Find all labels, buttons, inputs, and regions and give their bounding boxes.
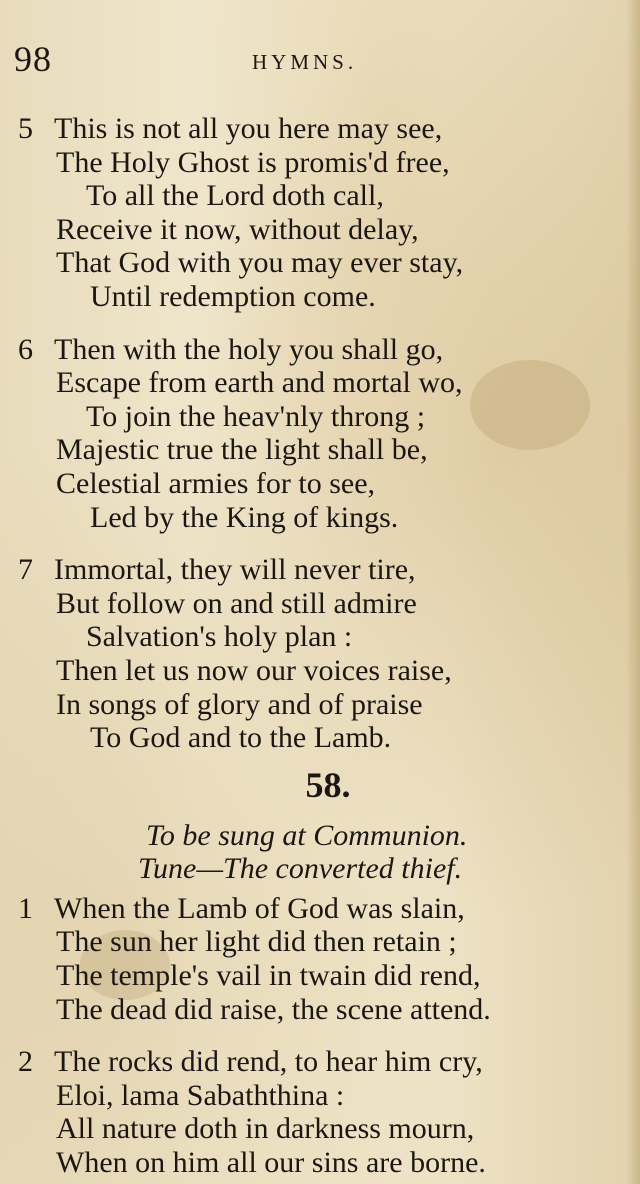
page-edge-shadow bbox=[626, 0, 640, 1184]
verse-line: Then let us now our voices raise, bbox=[56, 653, 452, 687]
verse-line: Eloi, lama Sabaththina : bbox=[56, 1078, 345, 1112]
hymn-tune: Tune—The converted thief. bbox=[138, 852, 463, 886]
verse-number: 1 bbox=[18, 891, 33, 925]
verse-line: The temple's vail in twain did rend, bbox=[56, 959, 481, 993]
verse-line: The sun her light did then retain ; bbox=[56, 925, 457, 959]
verse-line: To join the heav'nly throng ; bbox=[86, 399, 426, 433]
verse-line: All nature doth in darkness mourn, bbox=[56, 1112, 475, 1146]
verse-line: Then with the holy you shall go, bbox=[54, 332, 444, 366]
verse-2 bbox=[18, 1045, 618, 1179]
verse-number: 2 bbox=[18, 1045, 33, 1079]
verse-line: In songs of glory and of praise bbox=[56, 687, 423, 721]
verse-line: But follow on and still admire bbox=[56, 586, 417, 620]
verse-5 bbox=[18, 112, 618, 314]
verse-line: Receive it now, without delay, bbox=[56, 212, 419, 246]
hymn-occasion: To be sung at Communion. bbox=[146, 818, 468, 852]
verse-line: Majestic true the light shall be, bbox=[56, 433, 428, 467]
verse-line: Escape from earth and mortal wo, bbox=[56, 366, 463, 400]
verse-1 bbox=[18, 892, 618, 1026]
verse-number: 5 bbox=[18, 112, 33, 145]
verse-line: Immortal, they will never tire, bbox=[54, 553, 416, 587]
page-number: 98 bbox=[14, 39, 52, 79]
verse-line: That God with you may ever stay, bbox=[56, 246, 464, 280]
verse-line: To all the Lord doth call, bbox=[86, 179, 384, 213]
verse-line: Celestial armies for to see, bbox=[56, 466, 376, 500]
hymn-text bbox=[18, 112, 618, 1184]
hymn-number: 58. bbox=[305, 764, 351, 805]
verse-line: The dead did raise, the scene attend. bbox=[56, 992, 491, 1026]
verse-7 bbox=[18, 553, 618, 755]
verse-line: Until redemption come. bbox=[90, 279, 376, 313]
verse-line: Salvation's holy plan : bbox=[86, 620, 353, 654]
verse-line: Led by the King of kings. bbox=[90, 500, 399, 534]
running-head: HYMNS. bbox=[252, 50, 358, 74]
hymn-subtitles bbox=[18, 819, 618, 886]
verse-line: To God and to the Lamb. bbox=[90, 721, 392, 755]
verse-line: When on him all our sins are borne. bbox=[56, 1146, 486, 1180]
verse-line: The rocks did rend, to hear him cry, bbox=[54, 1045, 483, 1079]
page-header bbox=[14, 38, 614, 88]
verse-line: This is not all you here may see, bbox=[54, 112, 443, 145]
verse-number: 7 bbox=[18, 553, 33, 587]
verse-number: 6 bbox=[18, 332, 33, 366]
verse-line: When the Lamb of God was slain, bbox=[54, 891, 465, 925]
verse-line: The Holy Ghost is promis'd free, bbox=[56, 145, 450, 179]
verse-6 bbox=[18, 333, 618, 535]
